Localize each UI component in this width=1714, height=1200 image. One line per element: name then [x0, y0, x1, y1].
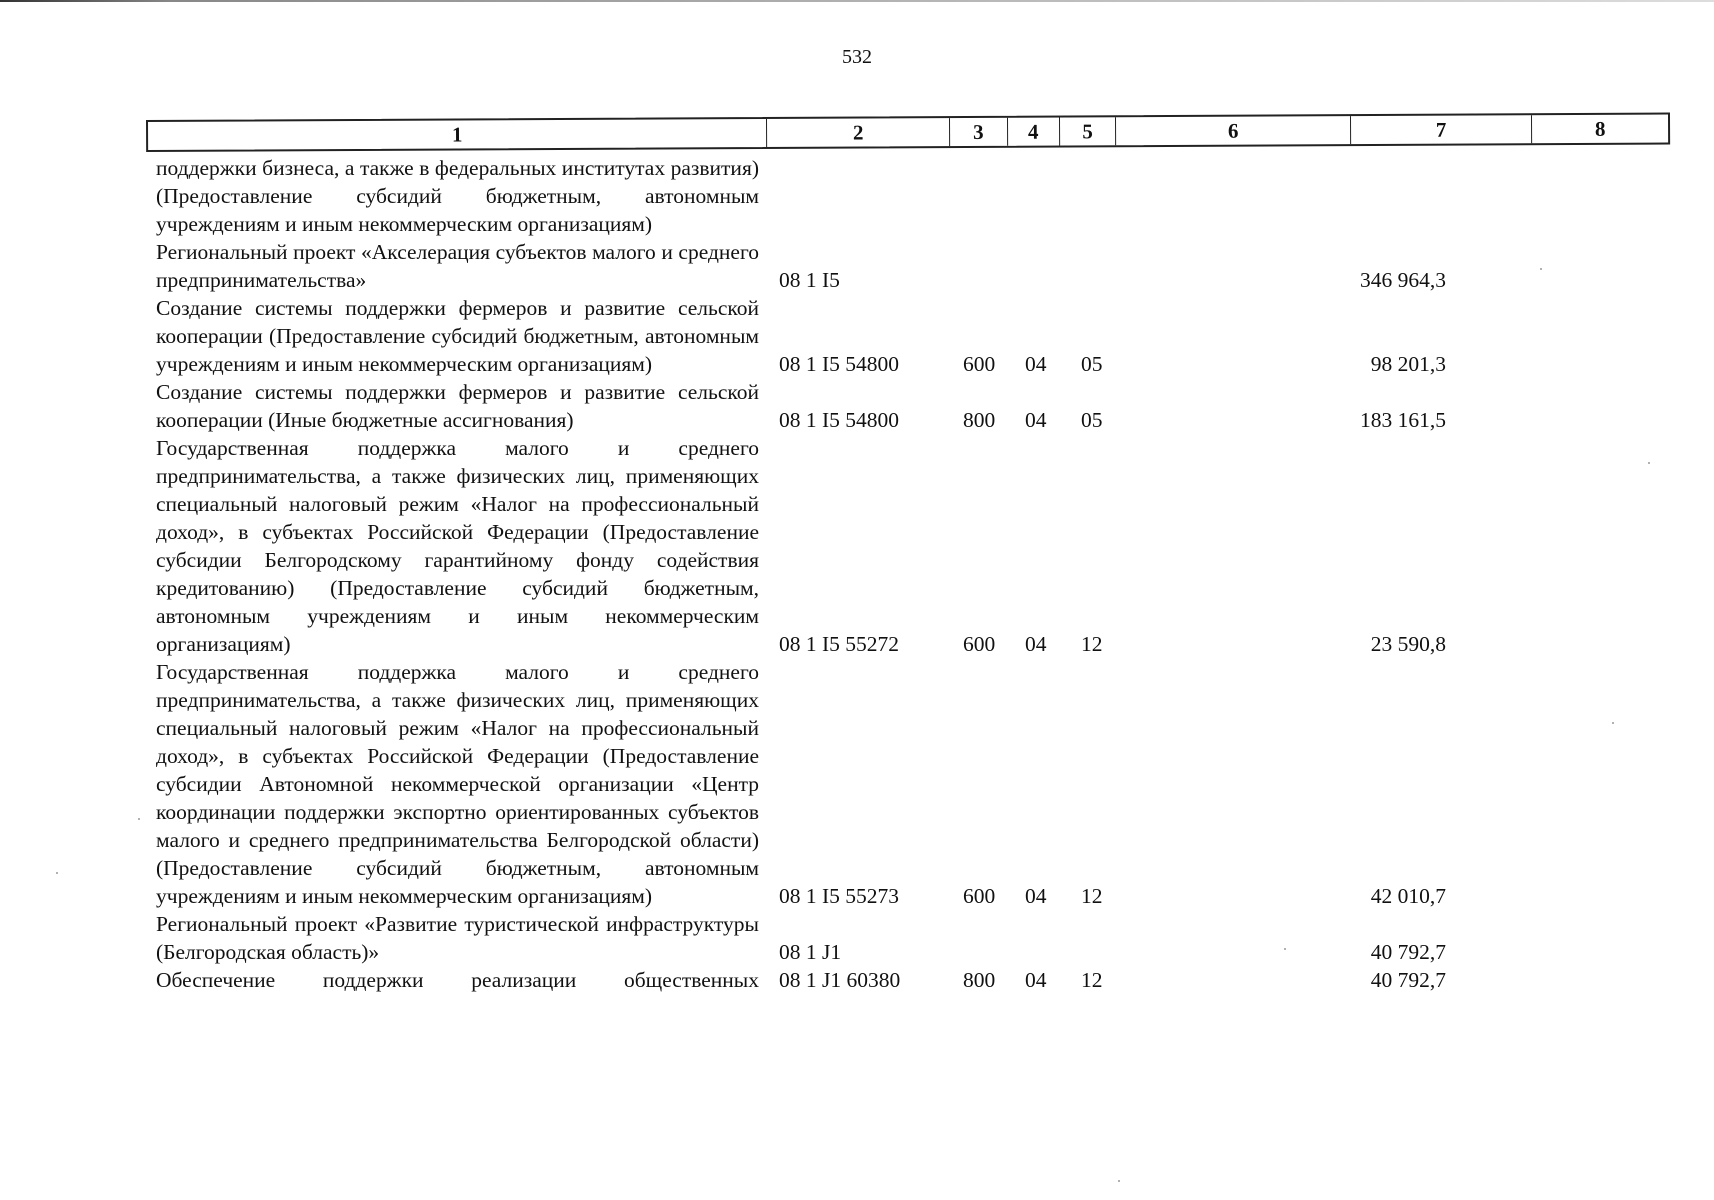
row-expense-type: 600 — [963, 884, 996, 908]
row-description: Создание системы поддержки фермеров и развитие сельской кооперации (Предоставление субсидий бюджетным, автономным учреждениям и иным некоммерческим организациям) — [156, 296, 759, 376]
table-header — [146, 113, 1670, 152]
header-col-1: 1 — [148, 119, 767, 150]
row-description: Региональный проект «Акселерация субъектов малого и среднего предпринимательства» — [156, 240, 759, 292]
row-section: 04 — [1025, 352, 1047, 376]
page-number: 532 — [842, 46, 872, 68]
row-expense-type: 800 — [963, 408, 996, 432]
row-expense-type: 600 — [963, 352, 996, 376]
row-target-code: 08 1 I5 54800 — [779, 408, 900, 432]
header-col-8: 8 — [1594, 116, 1606, 141]
row-amount: 40 792,7 — [1370, 940, 1446, 964]
row-expense-type: 800 — [963, 968, 996, 992]
table-body — [156, 154, 1606, 994]
row-section: 04 — [1025, 884, 1047, 908]
row-expense-type: 600 — [963, 632, 996, 656]
row-amount: 346 964,3 — [1360, 268, 1446, 292]
row-target-code: 08 1 I5 55273 — [779, 884, 900, 908]
header-col-2: 2 — [767, 118, 950, 147]
row-subsection: 05 — [1081, 408, 1103, 432]
scan-speck — [1648, 462, 1650, 464]
header-col-4: 4 — [1008, 118, 1060, 146]
row-description: Обеспечение поддержки реализации общественных — [156, 968, 759, 992]
table-row — [156, 658, 1606, 910]
table-row — [156, 910, 1606, 966]
table-row — [156, 966, 1606, 994]
table-row — [156, 378, 1606, 434]
table-row — [156, 434, 1606, 658]
row-amount: 23 590,8 — [1370, 632, 1446, 656]
row-target-code: 08 1 I5 — [779, 268, 840, 292]
table-row — [156, 154, 1606, 238]
row-description: поддержки бизнеса, а также в федеральных институтах развития) (Предоставление субсидий бюджетным, автономным учреждениям и иным некоммерческим организациям) — [156, 156, 759, 236]
header-col-5: 5 — [1060, 117, 1117, 145]
row-amount: 42 010,7 — [1370, 884, 1446, 908]
scan-speck — [1284, 948, 1286, 950]
row-section: 04 — [1025, 968, 1047, 992]
row-amount: 40 792,7 — [1370, 968, 1446, 992]
row-subsection: 05 — [1081, 352, 1103, 376]
scan-speck — [1118, 1180, 1120, 1182]
scan-speck — [138, 818, 140, 820]
row-section: 04 — [1025, 632, 1047, 656]
row-description: Государственная поддержка малого и среднего предпринимательства, а также физических лиц, применяющих специальный налоговый режим «Налог на профессиональный доход», в субъектах Российской Федерации (Предоставление субсидии Белгородскому гарантийному фонду содействия кредитованию) (Предоставление субсидий бюджетным, автономным учреждениям и иным некоммерческим организациям) — [156, 436, 759, 656]
row-description: Создание системы поддержки фермеров и развитие сельской кооперации (Иные бюджетные ассигнования) — [156, 380, 759, 432]
row-description: Региональный проект «Развитие туристической инфраструктуры (Белгородская область)» — [156, 912, 759, 964]
row-target-code: 08 1 I5 54800 — [779, 352, 900, 376]
row-target-code: 08 1 I5 55272 — [779, 632, 900, 656]
row-amount: 183 161,5 — [1360, 408, 1446, 432]
scan-speck — [56, 872, 58, 874]
row-subsection: 12 — [1081, 632, 1103, 656]
row-amount: 98 201,3 — [1370, 352, 1446, 376]
header-col-3: 3 — [950, 118, 1008, 146]
table-row — [156, 238, 1606, 294]
row-description: Государственная поддержка малого и среднего предпринимательства, а также физических лиц, применяющих специальный налоговый режим «Налог на профессиональный доход», в субъектах Российской Федерации (Предоставление субсидии Автономной некоммерческой организации «Центр координации поддержки экспортно ориентированных субъектов малого и среднего предпринимательства Белгородской области) (Предоставление субсидий бюджетным, автономным учреждениям и иным некоммерческим организациям) — [156, 660, 759, 908]
row-target-code: 08 1 J1 — [779, 940, 842, 964]
scan-edge — [0, 0, 1714, 2]
header-col-7: 7 — [1351, 115, 1533, 144]
row-section: 04 — [1025, 408, 1047, 432]
header-col-6: 6 — [1116, 116, 1351, 145]
row-subsection: 12 — [1081, 968, 1103, 992]
row-target-code: 08 1 J1 60380 — [779, 968, 901, 992]
table-row — [156, 294, 1606, 378]
scan-speck — [1540, 268, 1542, 270]
scan-speck — [1612, 722, 1614, 724]
row-subsection: 12 — [1081, 884, 1103, 908]
